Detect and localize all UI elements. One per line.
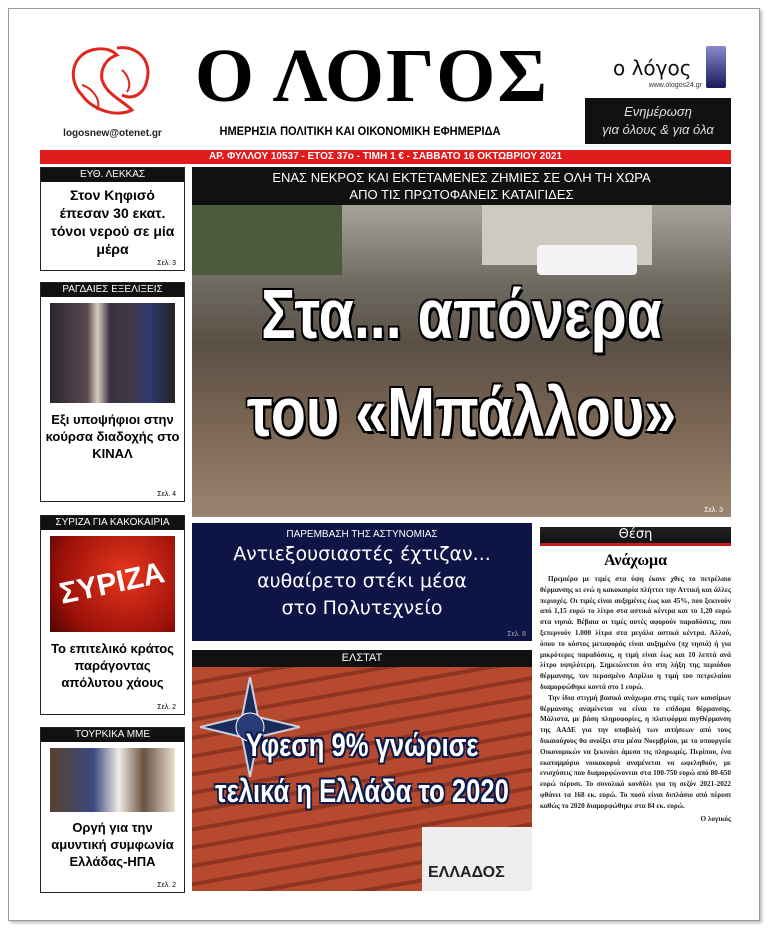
tagline-line-1: Ενημέρωση (624, 104, 692, 119)
sidebar-story-4[interactable] (40, 727, 185, 893)
lead-headline-line-1: Στα... απόνερα (261, 275, 662, 353)
story-label: ΣΥΡΙΖΑ ΓΙΑ ΚΑΚΟΚΑΙΡΙΑ (41, 516, 184, 530)
syriza-logo-text: ΣΥΡΙΖΑ (56, 556, 168, 611)
story-page: Σελ. 8 (507, 631, 526, 638)
column-paragraph-1: Πρεμιέρα με τιμές στα ύψη έκανε χθες το πετρέλαιο θέρμανσης κι ενώ η κακοκαιρία πλήττει την Αττική και άλλες περιοχές. Οι τιμές είναι αυξημένες έως και 45%, που ξεκινούν από 1,15 ευρώ το λίτρο στα αστικά κέντρα και το 1,20 ευρώ στα νησιά. Βέβαια οι τιμές αυτές αφορούν παραδόσεις, που ξεπερνούν 1.000 λίτρα στα μεγάλα αστικά κέντρα. Αλλού, όπου το κόστος μεταφοράς είναι αυξημένο (πχ νησιά) ή για μικρότερες παραδόσεις, η τιμή είναι έως και 10 λεπτά ανά λίτρο υψηλότερη. Σημειώνεται ότι στη λήξη της περιόδου θέρμανσης, τον περασμένο Απρίλιο η τιμή του πετρελαίου διαμορφώθηκε κοντά στο 1 ευρώ. (540, 575, 731, 691)
lead-headline-line-2: του «Μπάλλου» (246, 373, 677, 451)
column-section-header: Θέση (540, 527, 731, 546)
story-page: Σελ. 3 (157, 260, 176, 267)
story-headline: Εξι υποψήφιοι στην κούρσα διαδοχής στο ΚΙΝΑΛ (45, 412, 180, 461)
website-logo[interactable] (605, 46, 730, 96)
newspaper-logo-icon (62, 40, 162, 122)
lead-kicker-line-1: ΕΝΑΣ ΝΕΚΡΟΣ ΚΑΙ ΕΚΤΕΤΑΜΕΝΕΣ ΖΗΜΙΕΣ ΣΕ ΟΛΗ ΤΗ ΧΩΡΑ (272, 170, 651, 185)
lead-headline[interactable] (208, 265, 716, 461)
lead-page: Σελ. 3 (704, 507, 723, 514)
contact-email: logosnew@otenet.gr (63, 128, 162, 139)
sidebar-story-3[interactable] (40, 515, 185, 715)
lead-photo[interactable] (192, 205, 731, 517)
column-body (540, 574, 731, 824)
newspaper-subtitle: ΗΜΕΡΗΣΙΑ ΠΟΛΙΤΙΚΗ ΚΑΙ ΟΙΚΟΝΟΜΙΚΗ ΕΦΗΜΕΡΙΔΑ (219, 124, 501, 138)
tagline-box (585, 98, 731, 144)
story-headline: Οργή για την αμυντική συμφωνία Ελλάδας-ΗΠΑ (51, 820, 174, 869)
story-label: ΤΟΥΡΚΙΚΑ ΜΜΕ (41, 728, 184, 742)
sidebar-story-2[interactable] (40, 282, 185, 502)
elstat-headline-line-1: Υφεση 9% γνώρισε (245, 727, 479, 763)
column-signature: Ο λογικός (700, 814, 731, 823)
story-headline-line-1: Αντιεξουσιαστές έχτιζαν... (233, 543, 491, 565)
tagline-line-2: για όλους & για όλα (602, 122, 714, 137)
story-headline-line-3: στο Πολυτεχνείο (281, 597, 443, 619)
elstat-sign: ΕΛΛΑΔΟΣ (422, 827, 532, 891)
story-label: ΠΑΡΕΜΒΑΣΗ ΤΗΣ ΑΣΤΥΝΟΜΙΑΣ (286, 529, 438, 540)
story-label: ΡΑΓΔΑΙΕΣ ΕΞΕΛΙΞΕΙΣ (41, 283, 184, 297)
story-photo (50, 303, 175, 403)
column-paragraph-2: Την ίδια στιγμή βασικό ανάχωμα στις τιμές των καυσίμων θέρμανσης αναμένεται να είναι το επίδομα θέρμανσης. Μάλιστα, με βάση πληροφορίες, η πλατφόρμα myΘέρμανση της ΑΑΔΕ για την υποβολή των αιτήσεων από τους δικαιούχους θα ανοίξει στα μέσα Νοεμβρίου, με το υπουργείο Οικονομικών να ξεκινάει άμεσα τις πληρωμές. Περίπου, ένα εκατομμύριο νοικοκυριά αναμένεται να ωφεληθούν, με ενισχύσεις που διαμορφώνονται στα 100-750 ευρώ από 80-650 ευρώ πέρυσι. Το συνολικό κονδύλι για τη σεζόν 2021-2022 φθάνει τα 168 εκ. ευρώ. Το ποσό είναι διπλάσιο από πέρυσι καθώς το 2020 διαμορφώθηκε στα 84 εκ. ευρώ. (540, 693, 731, 810)
story-photo (50, 748, 175, 812)
story-photo (50, 536, 175, 632)
newspaper-title: Ο ΛΟΓΟΣ (194, 34, 550, 118)
elstat-story[interactable] (192, 667, 532, 891)
lead-kicker-line-2: ΑΠΟ ΤΙΣ ΠΡΩΤΟΦΑΝΕΙΣ ΚΑΤΑΙΓΙΔΕΣ (349, 187, 574, 202)
story-headline: Το επιτελικό κράτος παράγοντας απόλυτου χάους (51, 641, 174, 690)
story-label: ΕΥΘ. ΛΕΚΚΑΣ (41, 168, 184, 182)
story-headline-line-2: αυθαίρετο στέκι μέσα (257, 570, 467, 592)
elstat-label: ΕΛΣΤΑΤ (192, 650, 532, 667)
website-url[interactable]: www.ologos24.gr (648, 82, 702, 89)
story-headline: Στον Κηφισό έπεσαν 30 εκατ. τόνοι νερού σε μία μέρα (50, 187, 175, 257)
issue-info-bar: ΑΡ. ΦΥΛΛΟΥ 10537 - ΕΤΟΣ 37ο - ΤΙΜΗ 1 € - ΣΑΒΒΑΤΟ 16 ΟΚΤΩΒΡΙΟΥ 2021 (40, 150, 731, 164)
website-name: ο λόγος (613, 56, 692, 80)
story-page: Σελ. 2 (157, 704, 176, 711)
elstat-headline (202, 722, 522, 814)
elstat-headline-line-2: τελικά η Ελλάδα το 2020 (215, 773, 509, 809)
story-page: Σελ. 4 (157, 491, 176, 498)
column-title: Ανάχωμα (603, 552, 668, 569)
story-page: Σελ. 2 (157, 882, 176, 889)
lead-kicker (192, 167, 731, 205)
sidebar-story-1[interactable] (40, 167, 185, 271)
logo-24-icon (706, 46, 726, 88)
police-story[interactable] (192, 523, 532, 641)
